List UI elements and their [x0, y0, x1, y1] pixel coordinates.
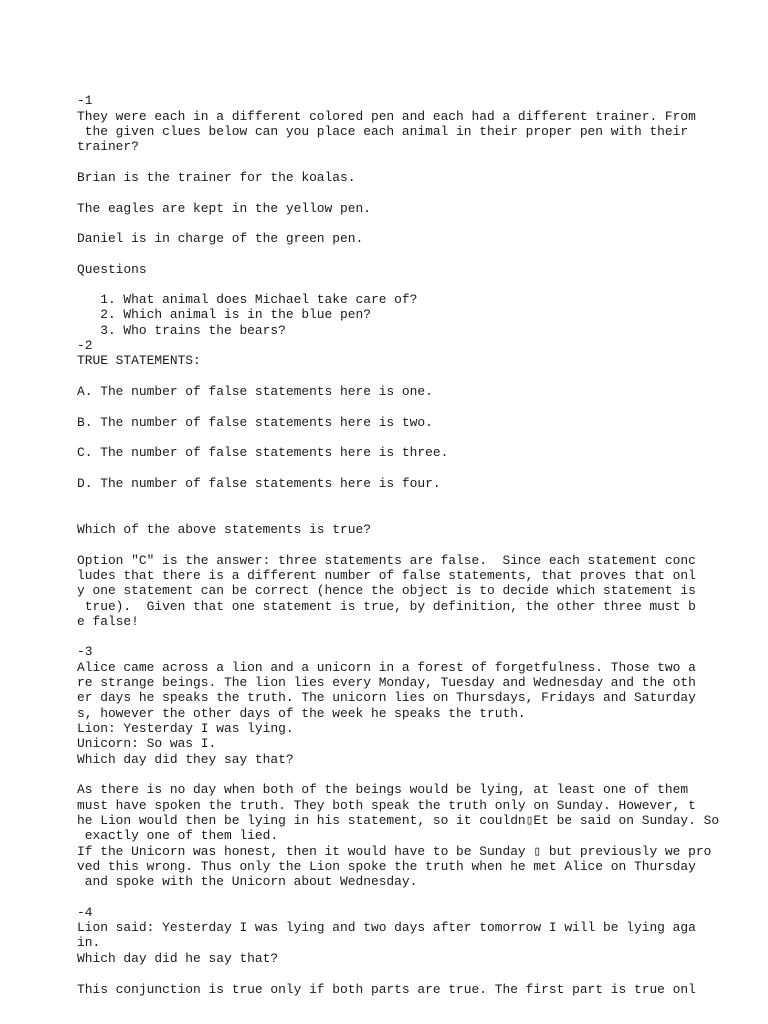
text-line: As there is no day when both of the beings would be lying, at least one of them [77, 782, 689, 797]
text-line: -3 [77, 644, 93, 659]
text-line: -2 [77, 338, 93, 353]
text-line: er days he speaks the truth. The unicorn lies on Thursdays, Fridays and Saturday [77, 690, 696, 705]
text-line: y one statement can be correct (hence the object is to decide which statement is [77, 583, 696, 598]
text-line: Lion: Yesterday I was lying. [77, 721, 294, 736]
text-line: They were each in a different colored pen and each had a different trainer. From [77, 109, 696, 124]
text-line: Questions [77, 262, 147, 277]
text-line: TRUE STATEMENTS: [77, 353, 201, 368]
text-line: Unicorn: So was I. [77, 736, 217, 751]
text-line: ludes that there is a different number of false statements, that proves that onl [77, 568, 696, 583]
text-line: ved this wrong. Thus only the Lion spoke the truth when he met Alice on Thursday [77, 859, 696, 874]
text-line: Which day did they say that? [77, 752, 294, 767]
text-line: D. The number of false statements here is four. [77, 476, 441, 491]
text-line: B. The number of false statements here is two. [77, 415, 433, 430]
text-line: true). Given that one statement is true, by definition, the other three must b [77, 599, 696, 614]
text-line: the given clues below can you place each animal in their proper pen with their [77, 124, 689, 139]
text-line: 1. What animal does Michael take care of? [77, 292, 418, 307]
text-line: trainer? [77, 139, 139, 154]
text-line: must have spoken the truth. They both speak the truth only on Sunday. However, t [77, 798, 696, 813]
text-line: and spoke with the Unicorn about Wednesday. [77, 874, 418, 889]
text-line: This conjunction is true only if both parts are true. The first part is true onl [77, 982, 696, 997]
text-line: Which of the above statements is true? [77, 522, 371, 537]
text-line: A. The number of false statements here is one. [77, 384, 433, 399]
text-line: C. The number of false statements here is three. [77, 445, 449, 460]
text-line: e false! [77, 614, 139, 629]
text-line: Brian is the trainer for the koalas. [77, 170, 356, 185]
text-line: s, however the other days of the week he speaks the truth. [77, 706, 526, 721]
text-line: he Lion would then be lying in his statement, so it couldn▯Et be said on Sunday. So [77, 813, 720, 828]
text-line: -4 [77, 905, 93, 920]
text-line: 3. Who trains the bears? [77, 323, 286, 338]
text-line: 2. Which animal is in the blue pen? [77, 307, 371, 322]
text-line: Lion said: Yesterday I was lying and two days after tomorrow I will be lying aga [77, 920, 696, 935]
text-line: in. [77, 935, 101, 950]
text-line: Daniel is in charge of the green pen. [77, 231, 364, 246]
text-line: Alice came across a lion and a unicorn in a forest of forgetfulness. Those two a [77, 660, 696, 675]
text-line: -1 [77, 93, 93, 108]
text-line: re strange beings. The lion lies every Monday, Tuesday and Wednesday and the oth [77, 675, 696, 690]
text-line: Which day did he say that? [77, 951, 279, 966]
text-line: The eagles are kept in the yellow pen. [77, 201, 371, 216]
text-line: exactly one of them lied. [77, 828, 279, 843]
text-line: Option "C" is the answer: three statements are false. Since each statement conc [77, 553, 696, 568]
text-line: If the Unicorn was honest, then it would have to be Sunday ▯ but previously we pro [77, 844, 712, 859]
